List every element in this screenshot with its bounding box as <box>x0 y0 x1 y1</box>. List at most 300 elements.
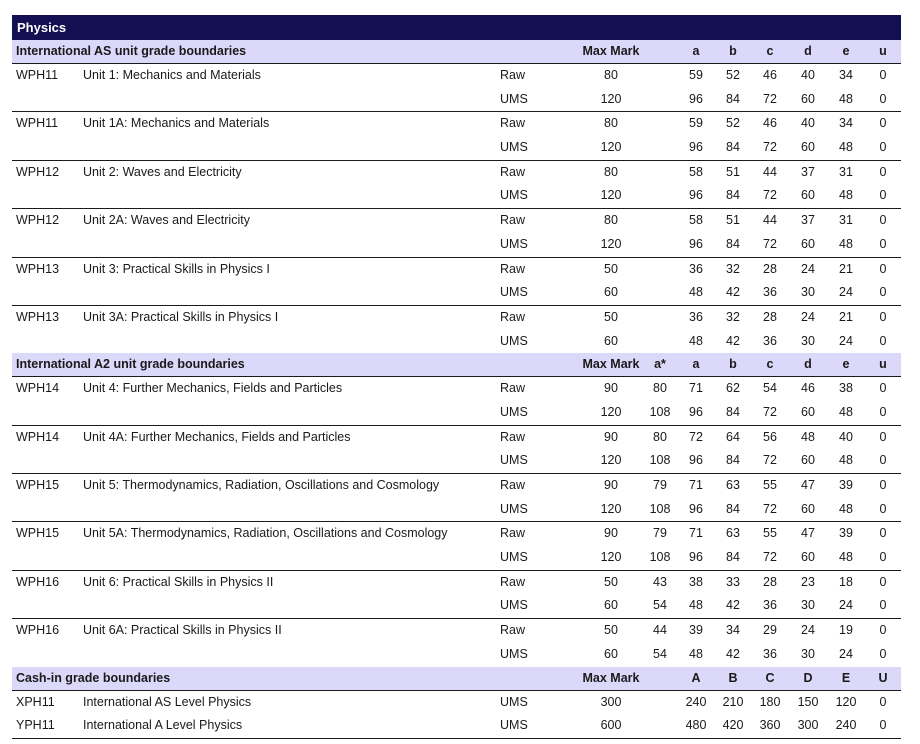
grade-b-value: 32 <box>726 261 740 276</box>
max-mark-value: 120 <box>600 236 622 251</box>
column-header-grade-b: b <box>729 44 737 58</box>
grade-c-value: 36 <box>763 598 777 613</box>
grade-d-value: 30 <box>801 646 815 661</box>
max-mark-value: 60 <box>604 285 618 300</box>
grade-b-value: 34 <box>726 623 740 638</box>
grade-d-value: 60 <box>801 188 815 203</box>
unit-name: Unit 5A: Thermodynamics, Radiation, Oscillations and Cosmology <box>83 526 448 541</box>
grade-u-value: 0 <box>879 574 887 589</box>
table-row <box>12 281 901 305</box>
section-header <box>12 40 901 64</box>
column-header-grade-a: a <box>692 357 700 372</box>
grade-d-value: 150 <box>797 694 819 709</box>
section-header <box>12 353 901 377</box>
grade-c-value: 46 <box>763 116 777 131</box>
grade-b-value: 84 <box>726 453 740 468</box>
grade-d-value: 47 <box>801 526 815 541</box>
grade-u-value: 0 <box>879 91 887 106</box>
grade-d-value: 60 <box>801 236 815 251</box>
mark-type: UMS <box>500 501 528 516</box>
grade-e-value: 24 <box>839 598 853 613</box>
grade-u-value: 0 <box>879 646 887 661</box>
grade-u-value: 0 <box>879 140 887 155</box>
unit-name: Unit 3: Practical Skills in Physics I <box>83 261 270 276</box>
unit-code: WPH13 <box>16 261 60 276</box>
mark-type: UMS <box>500 404 528 419</box>
table-row <box>12 233 901 257</box>
grade-d-value: 24 <box>801 261 815 276</box>
table-row <box>12 161 901 185</box>
max-mark-value: 120 <box>600 550 622 565</box>
max-mark-value: 80 <box>604 68 618 82</box>
mark-type: UMS <box>500 646 528 661</box>
grade-c-value: 28 <box>763 309 777 324</box>
unit-name: Unit 2A: Waves and Electricity <box>83 213 250 228</box>
grade-a-star-value: 108 <box>649 453 671 468</box>
grade-c-value: 28 <box>763 261 777 276</box>
grade-d-value: 30 <box>801 598 815 613</box>
grade-u-value: 0 <box>879 213 887 228</box>
column-header-grade-c: c <box>766 357 774 372</box>
grade-b-value: 84 <box>726 236 740 251</box>
mark-type: Raw <box>500 478 526 492</box>
grade-a-star-value: 80 <box>653 429 667 444</box>
column-header-grade-u: u <box>879 357 887 372</box>
grade-a-value: 59 <box>689 68 703 82</box>
grade-b-value: 64 <box>726 429 740 444</box>
grade-b-value: 420 <box>722 718 744 733</box>
mark-type: UMS <box>500 718 528 733</box>
max-mark-value: 50 <box>604 574 618 589</box>
grade-u-value: 0 <box>879 694 887 709</box>
section-header <box>12 667 901 691</box>
table-row <box>12 112 901 136</box>
grade-c-value: 36 <box>763 646 777 661</box>
unit-name: Unit 2: Waves and Electricity <box>83 164 242 179</box>
grade-e-value: 48 <box>839 91 853 106</box>
max-mark-value: 120 <box>600 140 622 155</box>
table-row <box>12 209 901 233</box>
grade-e-value: 48 <box>839 550 853 565</box>
grade-e-value: 40 <box>839 429 853 444</box>
section-body <box>12 691 901 739</box>
grade-a-value: 48 <box>689 333 703 348</box>
grade-c-value: 72 <box>763 140 777 155</box>
grade-b-value: 42 <box>726 285 740 300</box>
unit-group <box>12 619 901 666</box>
grade-a-star-value: 108 <box>649 501 671 516</box>
unit-code: WPH11 <box>16 68 59 82</box>
grade-a-star-value: 108 <box>649 550 671 565</box>
column-header-grade-b: B <box>728 670 738 685</box>
table-row <box>12 619 901 643</box>
grade-d-value: 60 <box>801 453 815 468</box>
mark-type: UMS <box>500 453 528 468</box>
grade-u-value: 0 <box>879 429 887 444</box>
table-row <box>12 330 901 354</box>
column-header-grade-a-star: a* <box>654 357 666 372</box>
grade-c-value: 56 <box>763 429 777 444</box>
max-mark-value: 90 <box>604 526 618 541</box>
table-row <box>12 64 901 88</box>
column-header-grade-d: d <box>804 357 812 372</box>
max-mark-value: 600 <box>600 718 622 733</box>
table-row <box>12 714 901 738</box>
table-row <box>12 643 901 667</box>
grade-u-value: 0 <box>879 453 887 468</box>
grade-d-value: 60 <box>801 91 815 106</box>
grade-a-value: 59 <box>689 116 703 131</box>
table-row <box>12 498 901 522</box>
grade-d-value: 23 <box>801 574 815 589</box>
mark-type: Raw <box>500 574 526 589</box>
grade-b-value: 84 <box>726 501 740 516</box>
max-mark-value: 80 <box>604 164 618 179</box>
unit-name: International AS Level Physics <box>83 694 252 709</box>
table-row <box>12 522 901 546</box>
unit-code: WPH16 <box>16 623 60 638</box>
grade-e-value: 34 <box>839 68 853 82</box>
table-row <box>12 474 901 498</box>
unit-name: Unit 6: Practical Skills in Physics II <box>83 574 274 589</box>
grade-e-value: 24 <box>839 285 853 300</box>
unit-group <box>12 474 901 522</box>
unit-code: WPH14 <box>16 429 60 444</box>
grade-d-value: 24 <box>801 623 815 638</box>
unit-group <box>12 377 901 425</box>
grade-c-value: 36 <box>763 333 777 348</box>
grade-d-value: 40 <box>801 116 815 131</box>
grade-a-value: 36 <box>689 309 703 324</box>
grade-c-value: 36 <box>763 285 777 300</box>
grade-a-value: 96 <box>689 501 703 516</box>
subject-title: Physics <box>12 15 901 40</box>
grade-c-value: 55 <box>763 526 777 541</box>
grade-a-value: 58 <box>689 164 703 179</box>
grade-a-value: 96 <box>689 140 703 155</box>
grade-d-value: 30 <box>801 333 815 348</box>
max-mark-value: 120 <box>600 404 622 419</box>
column-header-grade-u: U <box>878 670 888 685</box>
grade-b-value: 63 <box>726 526 740 541</box>
grade-b-value: 42 <box>726 646 740 661</box>
column-header-grade-d: D <box>803 670 813 685</box>
grade-c-value: 29 <box>763 623 777 638</box>
grade-b-value: 42 <box>726 598 740 613</box>
unit-group <box>12 209 901 257</box>
grade-d-value: 48 <box>801 429 815 444</box>
mark-type: Raw <box>500 309 526 324</box>
grade-a-value: 96 <box>689 236 703 251</box>
grade-u-value: 0 <box>879 623 887 638</box>
section-body <box>12 377 901 666</box>
max-mark-value: 120 <box>600 188 622 203</box>
grade-c-value: 44 <box>763 213 777 228</box>
unit-group <box>12 258 901 306</box>
table-row <box>12 594 901 618</box>
grade-e-value: 48 <box>839 404 853 419</box>
mark-type: Raw <box>500 261 526 276</box>
unit-code: WPH15 <box>16 478 60 492</box>
grade-a-star-value: 108 <box>649 404 671 419</box>
unit-name: International A Level Physics <box>83 718 243 733</box>
grade-e-value: 24 <box>839 333 853 348</box>
grade-e-value: 120 <box>835 694 857 709</box>
max-mark-value: 50 <box>604 309 618 324</box>
max-mark-value: 80 <box>604 213 618 228</box>
grade-a-value: 36 <box>689 261 703 276</box>
mark-type: UMS <box>500 91 528 106</box>
grade-a-value: 71 <box>689 478 703 492</box>
grade-u-value: 0 <box>879 333 887 348</box>
unit-name: Unit 4: Further Mechanics, Fields and Particles <box>83 381 343 396</box>
grade-b-value: 52 <box>726 116 740 131</box>
grade-d-value: 60 <box>801 501 815 516</box>
mark-type: UMS <box>500 285 528 300</box>
column-header-grade-e: e <box>842 44 850 58</box>
grade-d-value: 37 <box>801 164 815 179</box>
grade-c-value: 72 <box>763 404 777 419</box>
grade-u-value: 0 <box>879 478 887 492</box>
grade-e-value: 48 <box>839 236 853 251</box>
max-mark-value: 50 <box>604 623 618 638</box>
unit-group <box>12 306 901 353</box>
mark-type: UMS <box>500 140 528 155</box>
grade-e-value: 48 <box>839 188 853 203</box>
section-title: International AS unit grade boundaries <box>16 44 247 58</box>
table-row <box>12 184 901 208</box>
mark-type: UMS <box>500 550 528 565</box>
grade-a-value: 96 <box>689 91 703 106</box>
max-mark-value: 90 <box>604 381 618 396</box>
unit-group <box>12 64 901 112</box>
mark-type: Raw <box>500 116 526 131</box>
grade-c-value: 28 <box>763 574 777 589</box>
grade-u-value: 0 <box>879 261 887 276</box>
column-header-grade-e: E <box>841 670 851 685</box>
grade-a-star-value: 79 <box>653 478 667 492</box>
grade-u-value: 0 <box>879 381 887 396</box>
unit-code: WPH11 <box>16 116 59 131</box>
max-mark-value: 120 <box>600 501 622 516</box>
table-row <box>12 136 901 160</box>
unit-group <box>12 426 901 474</box>
grade-b-value: 51 <box>726 164 740 179</box>
grade-d-value: 24 <box>801 309 815 324</box>
grade-c-value: 72 <box>763 501 777 516</box>
grade-d-value: 60 <box>801 550 815 565</box>
grade-e-value: 39 <box>839 478 853 492</box>
grade-e-value: 19 <box>839 623 853 638</box>
grade-u-value: 0 <box>879 309 887 324</box>
table-row <box>12 401 901 425</box>
max-mark-value: 300 <box>600 694 622 709</box>
grade-b-value: 84 <box>726 550 740 565</box>
grade-a-value: 96 <box>689 453 703 468</box>
grade-b-value: 84 <box>726 188 740 203</box>
grade-c-value: 55 <box>763 478 777 492</box>
grade-d-value: 47 <box>801 478 815 492</box>
table-row <box>12 88 901 112</box>
grade-a-star-value: 80 <box>653 381 667 396</box>
unit-name: Unit 6A: Practical Skills in Physics II <box>83 623 282 638</box>
table-row <box>12 571 901 595</box>
grade-e-value: 48 <box>839 501 853 516</box>
section-title: Cash-in grade boundaries <box>16 670 171 685</box>
grade-u-value: 0 <box>879 550 887 565</box>
column-header-grade-a: A <box>691 670 701 685</box>
grade-b-value: 84 <box>726 91 740 106</box>
max-mark-value: 50 <box>604 261 618 276</box>
max-mark-value: 60 <box>604 333 618 348</box>
grade-e-value: 21 <box>839 261 853 276</box>
max-mark-value: 120 <box>600 453 622 468</box>
grade-b-value: 32 <box>726 309 740 324</box>
grade-u-value: 0 <box>879 164 887 179</box>
column-header-max-mark: Max Mark <box>582 357 640 372</box>
table-row <box>12 377 901 401</box>
grade-d-value: 60 <box>801 404 815 419</box>
unit-code: XPH11 <box>16 694 55 709</box>
grade-c-value: 72 <box>763 188 777 203</box>
section-body <box>12 64 901 353</box>
mark-type: Raw <box>500 623 526 638</box>
grade-a-star-value: 54 <box>653 598 667 613</box>
unit-name: Unit 3A: Practical Skills in Physics I <box>83 309 279 324</box>
table-body <box>12 40 901 739</box>
unit-code: WPH12 <box>16 164 60 179</box>
grade-e-value: 38 <box>839 381 853 396</box>
unit-group <box>12 691 901 715</box>
table-row <box>12 546 901 570</box>
unit-name: Unit 1A: Mechanics and Materials <box>83 116 270 131</box>
grade-a-value: 48 <box>689 598 703 613</box>
grade-a-star-value: 43 <box>653 574 667 589</box>
mark-type: UMS <box>500 188 528 203</box>
column-header-grade-c: c <box>766 44 774 58</box>
mark-type: Raw <box>500 213 526 228</box>
grade-b-value: 63 <box>726 478 740 492</box>
unit-group <box>12 522 901 570</box>
grade-d-value: 46 <box>801 381 815 396</box>
mark-type: UMS <box>500 694 528 709</box>
grade-a-value: 71 <box>689 526 703 541</box>
grade-d-value: 300 <box>797 718 819 733</box>
grade-a-value: 71 <box>689 381 703 396</box>
grade-u-value: 0 <box>879 68 887 82</box>
table-row <box>12 691 901 715</box>
grade-e-value: 24 <box>839 646 853 661</box>
max-mark-value: 120 <box>600 91 622 106</box>
grade-b-value: 84 <box>726 404 740 419</box>
grade-c-value: 72 <box>763 91 777 106</box>
grade-e-value: 31 <box>839 164 853 179</box>
max-mark-value: 60 <box>604 598 618 613</box>
grade-u-value: 0 <box>879 236 887 251</box>
grade-e-value: 48 <box>839 453 853 468</box>
grade-c-value: 54 <box>763 381 777 396</box>
grade-e-value: 31 <box>839 213 853 228</box>
unit-group <box>12 571 901 619</box>
max-mark-value: 90 <box>604 478 618 492</box>
grade-a-value: 72 <box>689 429 703 444</box>
grade-b-value: 33 <box>726 574 740 589</box>
grade-a-value: 96 <box>689 188 703 203</box>
grade-d-value: 40 <box>801 68 815 82</box>
grade-c-value: 72 <box>763 236 777 251</box>
grade-b-value: 210 <box>722 694 744 709</box>
grade-boundaries-table <box>12 15 901 739</box>
grade-e-value: 39 <box>839 526 853 541</box>
grade-a-star-value: 44 <box>653 623 667 638</box>
table-row <box>12 426 901 450</box>
mark-type: UMS <box>500 598 528 613</box>
unit-code: WPH13 <box>16 309 60 324</box>
mark-type: Raw <box>500 429 526 444</box>
grade-u-value: 0 <box>879 285 887 300</box>
grade-b-value: 42 <box>726 333 740 348</box>
column-header-grade-c: C <box>765 670 775 685</box>
mark-type: Raw <box>500 68 526 82</box>
grade-b-value: 52 <box>726 68 740 82</box>
max-mark-value: 60 <box>604 646 618 661</box>
unit-group <box>12 714 901 738</box>
grade-u-value: 0 <box>879 598 887 613</box>
unit-name: Unit 4A: Further Mechanics, Fields and Particles <box>83 429 351 444</box>
grade-c-value: 180 <box>759 694 781 709</box>
grade-d-value: 60 <box>801 140 815 155</box>
grade-u-value: 0 <box>879 116 887 131</box>
grade-c-value: 72 <box>763 550 777 565</box>
grade-u-value: 0 <box>879 526 887 541</box>
column-header-max-mark: Max Mark <box>582 44 640 58</box>
grade-u-value: 0 <box>879 718 887 733</box>
column-header-grade-e: e <box>842 357 850 372</box>
grade-c-value: 44 <box>763 164 777 179</box>
grade-u-value: 0 <box>879 188 887 203</box>
grade-c-value: 72 <box>763 453 777 468</box>
grade-b-value: 62 <box>726 381 740 396</box>
column-header-grade-d: d <box>804 44 812 58</box>
mark-type: UMS <box>500 333 528 348</box>
grade-b-value: 51 <box>726 213 740 228</box>
table-row <box>12 449 901 473</box>
grade-c-value: 360 <box>759 718 781 733</box>
grade-d-value: 37 <box>801 213 815 228</box>
grade-a-value: 58 <box>689 213 703 228</box>
unit-code: WPH16 <box>16 574 60 589</box>
grade-e-value: 18 <box>839 574 853 589</box>
unit-code: YPH11 <box>16 718 55 733</box>
grade-a-value: 39 <box>689 623 703 638</box>
grade-a-value: 48 <box>689 646 703 661</box>
unit-group <box>12 112 901 160</box>
grade-u-value: 0 <box>879 404 887 419</box>
mark-type: UMS <box>500 236 528 251</box>
mark-type: Raw <box>500 164 526 179</box>
grade-a-value: 96 <box>689 404 703 419</box>
unit-code: WPH12 <box>16 213 60 228</box>
grade-u-value: 0 <box>879 501 887 516</box>
unit-code: WPH14 <box>16 381 60 396</box>
column-header-grade-a: a <box>692 44 700 58</box>
max-mark-value: 90 <box>604 429 618 444</box>
column-header-grade-u: u <box>879 44 887 58</box>
max-mark-value: 80 <box>604 116 618 131</box>
unit-code: WPH15 <box>16 526 60 541</box>
grade-a-value: 48 <box>689 285 703 300</box>
grade-a-value: 240 <box>685 694 707 709</box>
